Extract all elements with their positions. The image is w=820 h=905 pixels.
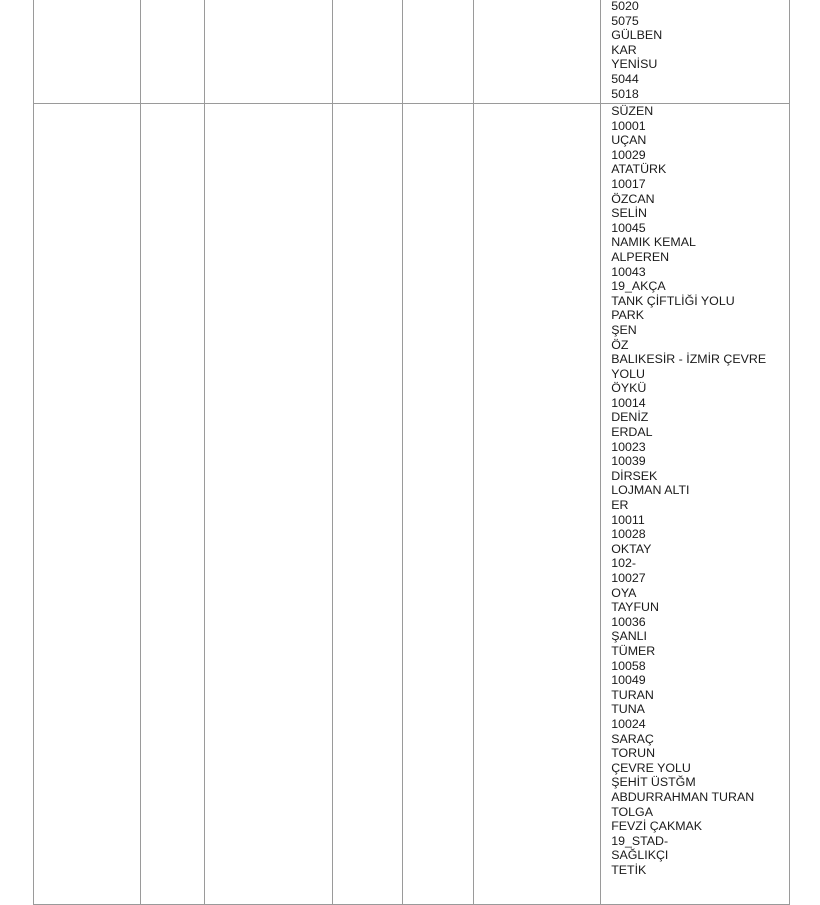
list-item: ALPEREN — [611, 249, 670, 264]
table-cell — [403, 104, 474, 905]
street-list-cell — [601, 0, 790, 104]
list-item: TUNA — [611, 702, 645, 717]
list-item: KAR — [611, 42, 637, 57]
list-item: 10036 — [611, 614, 646, 629]
table-row — [34, 104, 790, 905]
table-cell — [474, 0, 601, 104]
list-item: 10049 — [611, 673, 646, 688]
list-item: TORUN — [611, 746, 656, 761]
list-item: DENİZ — [611, 410, 649, 425]
list-item: 5044 — [611, 71, 639, 86]
list-item: 10023 — [611, 439, 646, 454]
table-cell — [204, 104, 332, 905]
street-list — [611, 0, 785, 101]
list-item: 10014 — [611, 395, 646, 410]
list-item: ÖYKÜ — [611, 381, 647, 396]
list-item: PARK — [611, 308, 645, 323]
table-cell — [403, 0, 474, 104]
list-item: TÜMER — [611, 643, 656, 658]
list-item: ATATÜRK — [611, 162, 667, 177]
list-item: LOJMAN ALTI — [611, 483, 690, 498]
list-item: 10024 — [611, 716, 646, 731]
list-item: TETİK — [611, 862, 647, 877]
list-item: 5018 — [611, 86, 639, 101]
list-item: 5020 — [611, 0, 639, 13]
list-item: 10029 — [611, 147, 646, 162]
table-row — [34, 0, 790, 104]
list-item: 19_AKÇA — [611, 279, 666, 294]
table-cell — [140, 104, 204, 905]
list-item: GÜLBEN — [611, 28, 663, 43]
list-item: UÇAN — [611, 133, 647, 148]
list-item: 10043 — [611, 264, 646, 279]
table-cell — [204, 0, 332, 104]
list-item: 10028 — [611, 527, 646, 542]
list-item: 10001 — [611, 118, 646, 133]
list-item: ER — [611, 498, 629, 513]
list-item: NAMIK KEMAL — [611, 235, 696, 250]
list-item: TANK ÇİFTLİĞİ YOLU — [611, 293, 735, 308]
list-item: 10058 — [611, 658, 646, 673]
list-item: TURAN — [611, 687, 654, 702]
list-item: YENİSU — [611, 57, 658, 72]
list-item: ŞEHİT ÜSTĞM ABDURRAHMAN TURAN — [611, 775, 755, 804]
list-item: 5075 — [611, 13, 639, 28]
table-cell — [332, 0, 403, 104]
list-item: FEVZİ ÇAKMAK — [611, 819, 703, 834]
list-item: DİRSEK — [611, 468, 658, 483]
list-item: 10045 — [611, 220, 646, 235]
list-item: ÖZ — [611, 337, 629, 352]
list-item: ŞEN — [611, 322, 637, 337]
list-item: ÖZCAN — [611, 191, 655, 206]
table-cell — [474, 104, 601, 905]
street-list-table — [33, 0, 790, 905]
list-item: SAĞLIKÇI — [611, 848, 669, 863]
list-item: SELİN — [611, 206, 647, 221]
list-item: 19_STAD- — [611, 833, 669, 848]
table-cell — [34, 0, 141, 104]
list-item: BALIKESİR - İZMİR ÇEVRE YOLU — [611, 352, 767, 381]
list-item: ERDAL — [611, 425, 653, 440]
list-item: ÇEVRE YOLU — [611, 760, 691, 775]
list-item: SARAÇ — [611, 731, 654, 746]
list-item: 10011 — [611, 512, 645, 527]
list-item: OYA — [611, 585, 637, 600]
list-item: 10027 — [611, 571, 646, 585]
list-item: 10039 — [611, 454, 646, 469]
street-list-cell — [601, 104, 790, 905]
list-item: SÜZEN — [611, 104, 654, 118]
table-cell — [34, 104, 141, 905]
table-cell — [140, 0, 204, 104]
list-item: 102- — [611, 556, 636, 571]
list-item: TAYFUN — [611, 600, 659, 615]
list-item: 10017 — [611, 176, 646, 191]
list-item: OKTAY — [611, 541, 652, 556]
list-item: ŞANLI — [611, 629, 647, 644]
table-cell — [332, 104, 403, 905]
list-item: TOLGA — [611, 804, 653, 819]
street-list — [611, 104, 785, 877]
